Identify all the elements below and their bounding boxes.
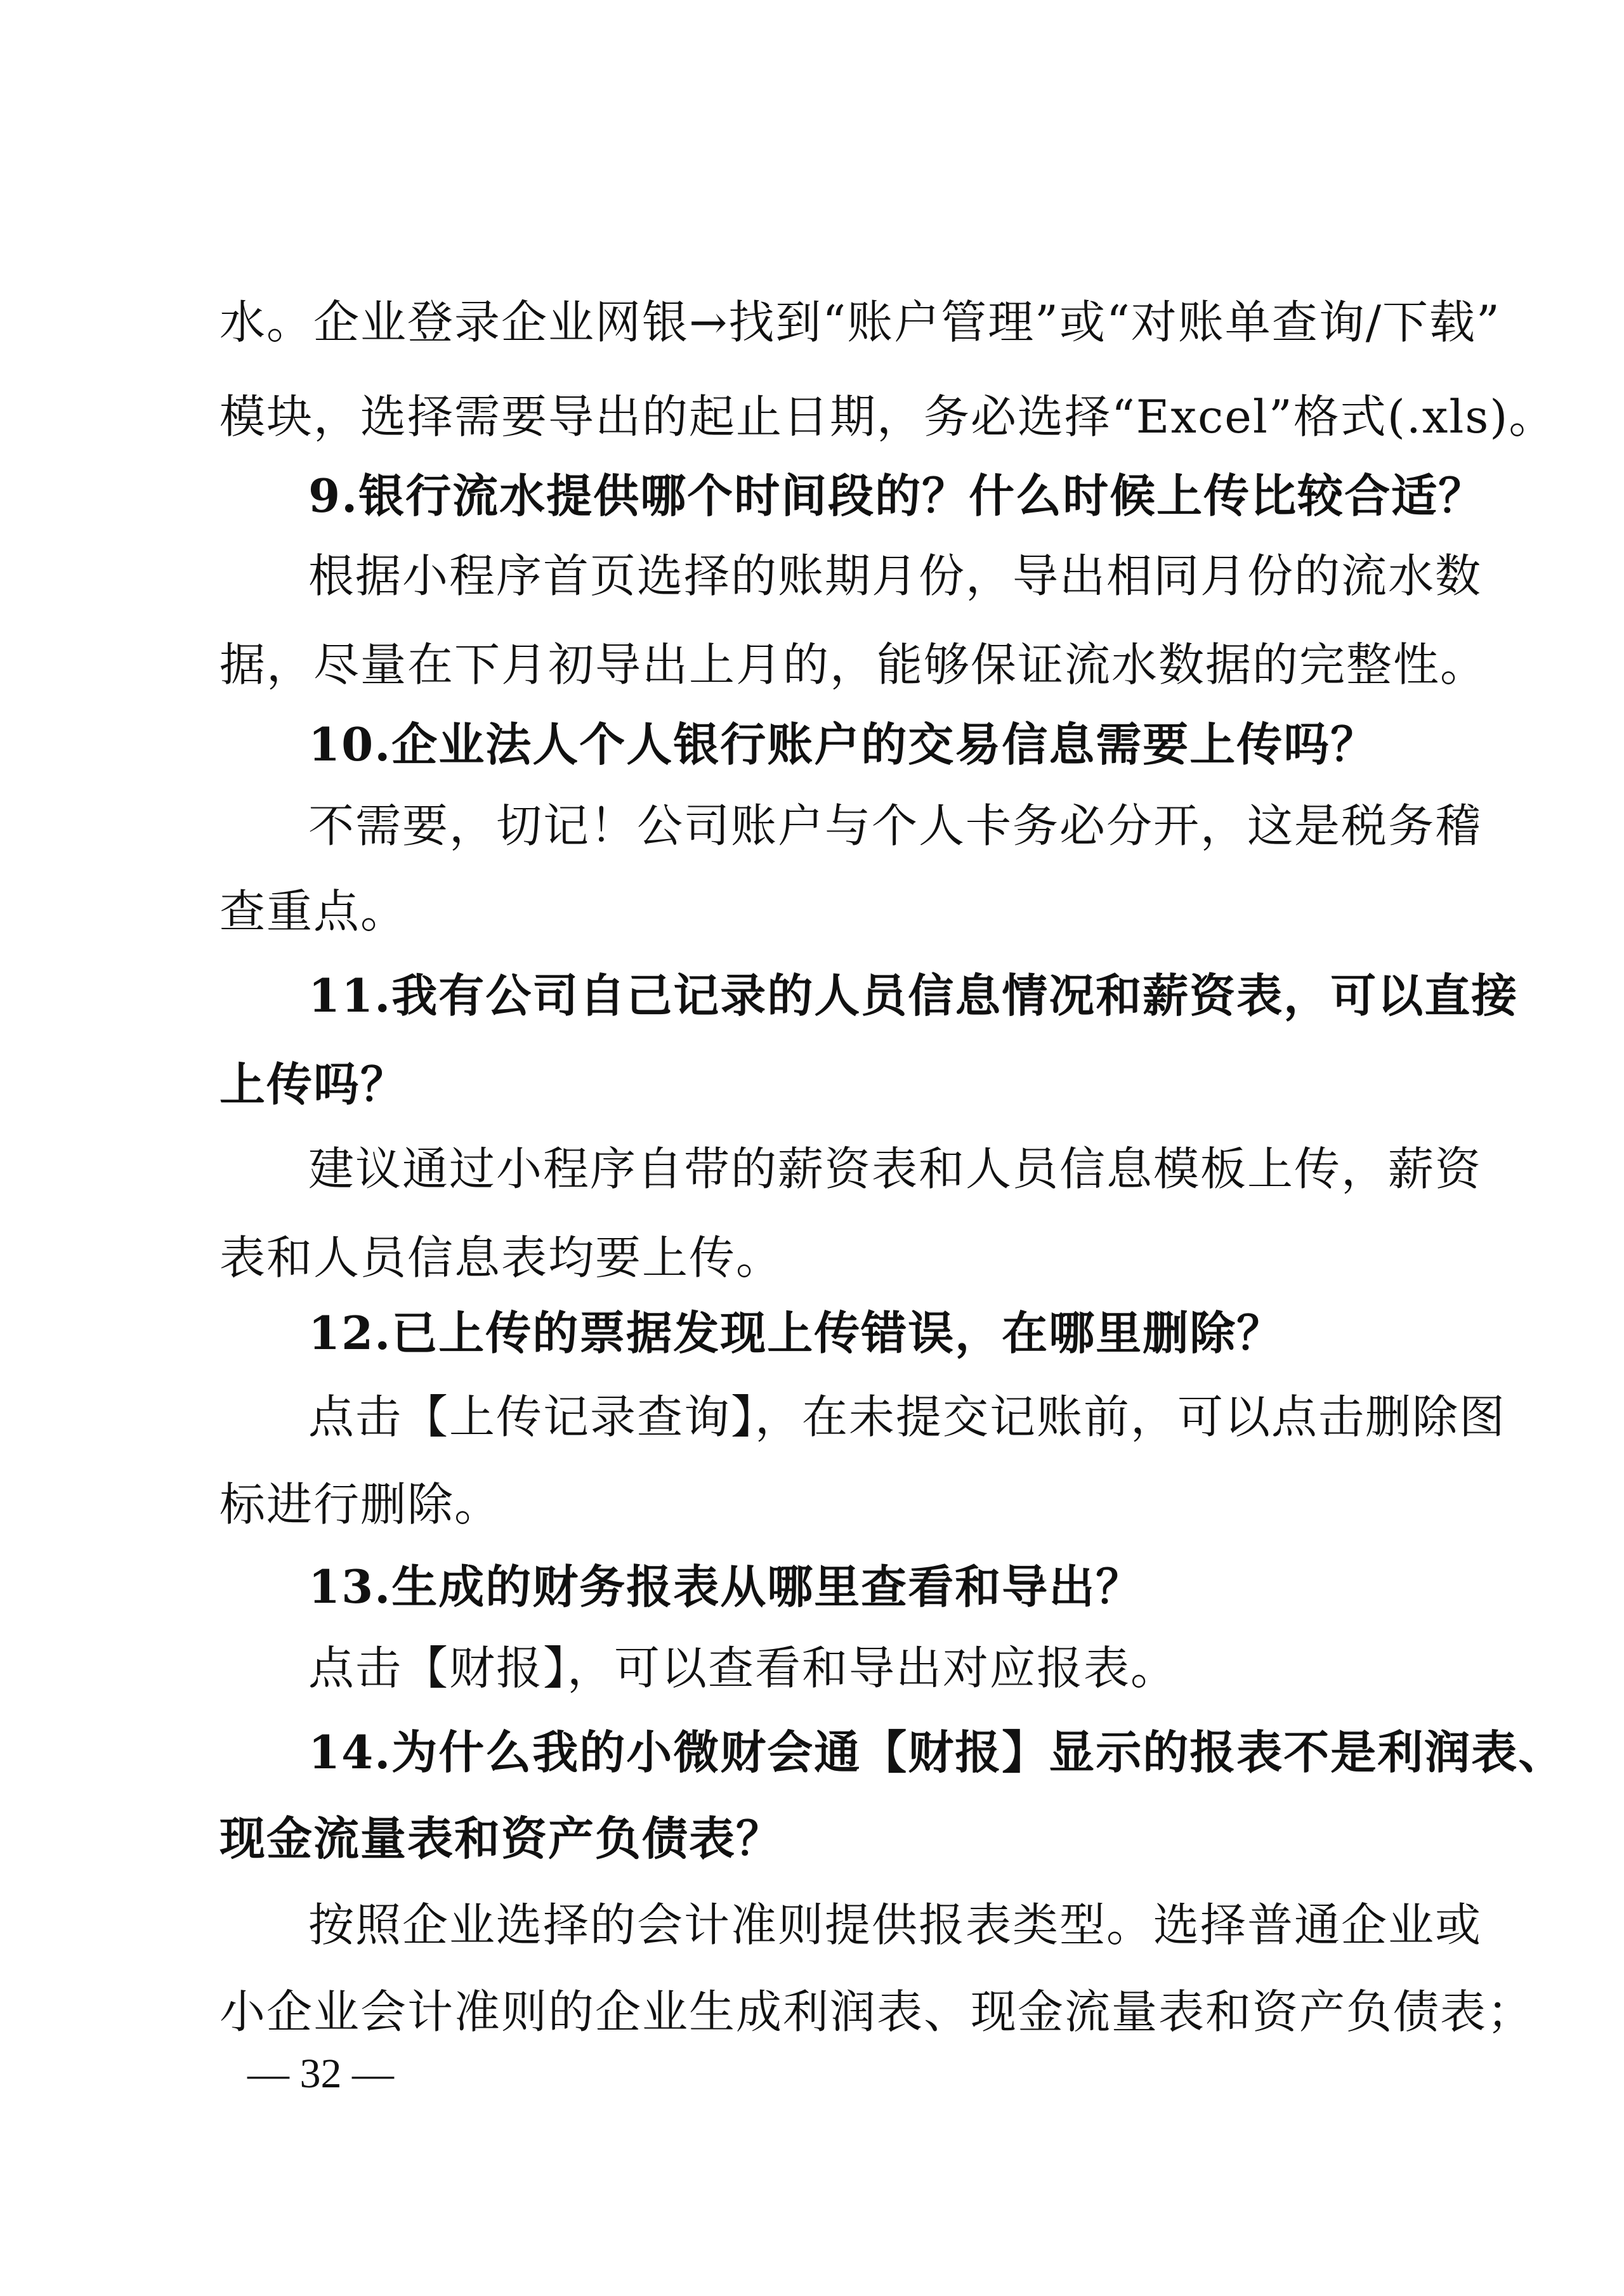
answer-text-line: 表和人员信息表均要上传。: [219, 1231, 783, 1284]
answer-text-line: 不需要，切记！公司账户与个人卡务必分开，这是税务稽: [308, 799, 1483, 852]
answer-text-line: 查重点。: [219, 885, 408, 938]
question-heading-11-cont: 上传吗？: [219, 1057, 408, 1111]
answer-text-line: 建议通过小程序自带的薪资表和人员信息模板上传，薪资: [308, 1142, 1483, 1196]
question-heading-9: 9.银行流水提供哪个时间段的？什么时候上传比较合适？: [308, 469, 1486, 523]
answer-text-line: 点击【上传记录查询】，在未提交记账前，可以点击删除图: [308, 1390, 1507, 1444]
page-number: — 32 —: [247, 2051, 394, 2097]
question-heading-11: 11.我有公司自己记录的人员信息情况和薪资表，可以直接: [308, 969, 1519, 1022]
question-heading-14: 14.为什么我的小微财会通【财报】显示的报表不是利润表、: [308, 1725, 1566, 1779]
answer-text-line: 按照企业选择的会计准则提供报表类型。选择普通企业或: [308, 1898, 1483, 1952]
question-heading-13: 13.生成的财务报表从哪里查看和导出？: [308, 1560, 1143, 1614]
answer-text-line: 根据小程序首页选择的账期月份，导出相同月份的流水数: [308, 549, 1483, 603]
question-heading-10: 10.企业法人个人银行账户的交易信息需要上传吗？: [308, 717, 1378, 771]
answer-text-line: 小企业会计准则的企业生成利润表、现金流量表和资产负债表；: [219, 1985, 1535, 2038]
body-text-line: 模块，选择需要导出的起止日期，务必选择“Excel”格式(.xls)。: [219, 390, 1556, 443]
answer-text-line: 据，尽量在下月初导出上月的，能够保证流水数据的完整性。: [219, 638, 1488, 691]
body-text-line: 水。企业登录企业网银→找到“账户管理”或“对账单查询/下载”: [219, 296, 1501, 349]
question-heading-14-cont: 现金流量表和资产负债表？: [219, 1811, 783, 1865]
answer-text-line: 点击【财报】，可以查看和导出对应报表。: [308, 1641, 1178, 1695]
question-heading-12: 12.已上传的票据发现上传错误，在哪里删除？: [308, 1306, 1284, 1360]
answer-text-line: 标进行删除。: [219, 1478, 502, 1531]
